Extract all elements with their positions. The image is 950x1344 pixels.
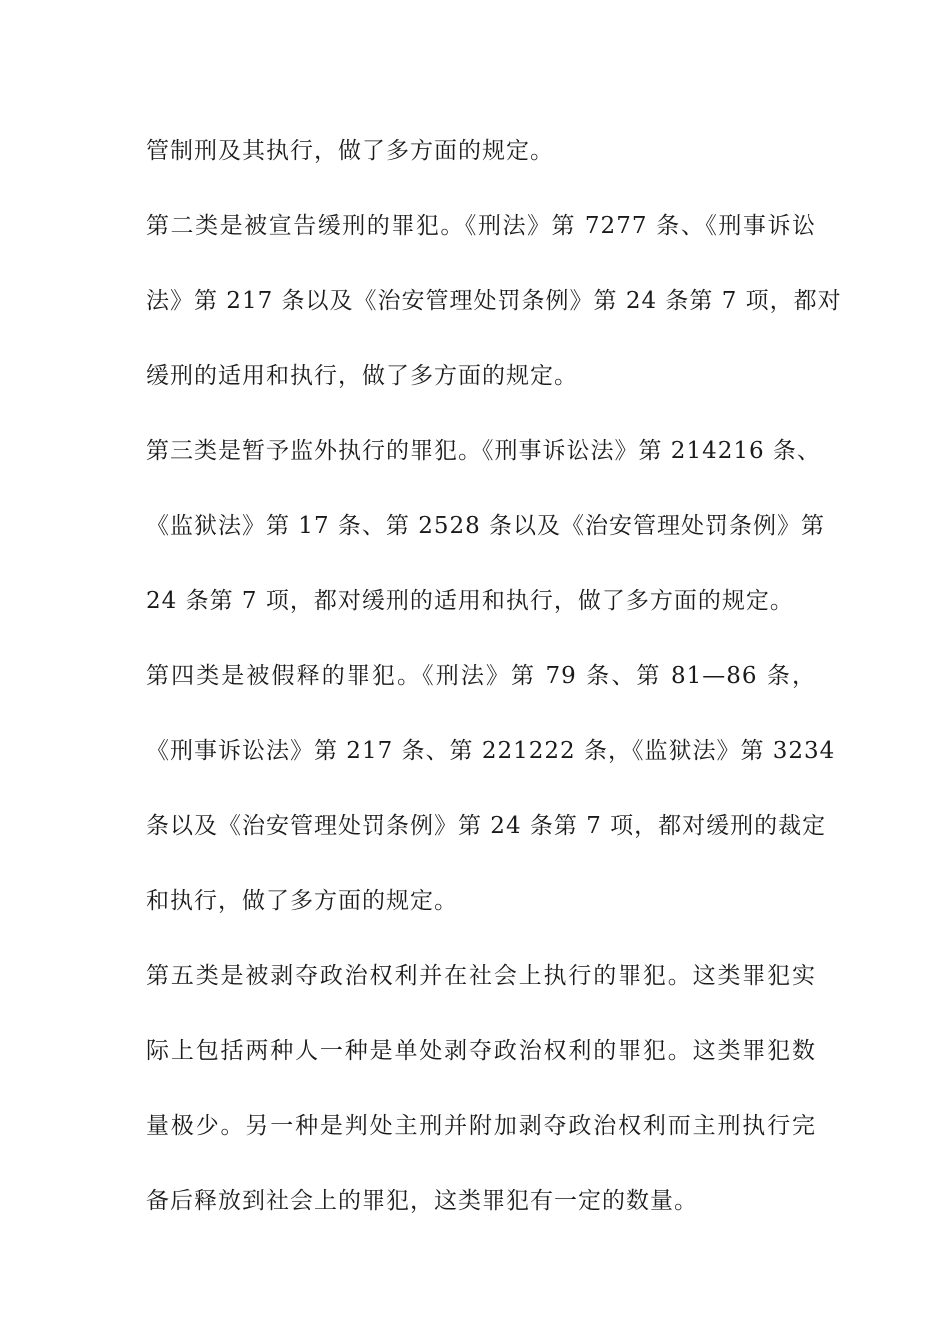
text-line: 第三类是暂予监外执行的罪犯。《刑事诉讼法》第 214216 条、 (146, 438, 821, 464)
text-line: 条以及《治安管理处罚条例》第 24 条第 7 项，都对缓刑的裁定 (146, 813, 827, 839)
text-line: 际上包括两种人一种是单处剥夺政治权利的罪犯。这类罪犯数 (146, 1038, 816, 1064)
text-line: 第四类是被假释的罪犯。《刑法》第 79 条、第 81—86 条， (146, 663, 816, 689)
text-line: 24 条第 7 项，都对缓刑的适用和执行，做了多方面的规定。 (146, 588, 794, 614)
text-line: 第二类是被宣告缓刑的罪犯。《刑法》第 7277 条、《刑事诉讼 (146, 213, 816, 239)
text-line: 第五类是被剥夺政治权利并在社会上执行的罪犯。这类罪犯实 (146, 963, 816, 989)
text-line: 和执行，做了多方面的规定。 (146, 888, 458, 914)
text-line: 备后释放到社会上的罪犯，这类罪犯有一定的数量。 (146, 1188, 698, 1214)
text-line: 管制刑及其执行，做了多方面的规定。 (146, 138, 554, 164)
text-line: 量极少。另一种是判处主刑并附加剥夺政治权利而主刑执行完 (146, 1113, 816, 1139)
text-line: 《刑事诉讼法》第 217 条、第 221222 条，《监狱法》第 3234 (146, 738, 836, 764)
document-body (146, 127, 842, 1252)
text-line: 法》第 217 条以及《治安管理处罚条例》第 24 条第 7 项，都对 (146, 288, 842, 314)
text-line: 《监狱法》第 17 条、第 2528 条以及《治安管理处罚条例》第 (146, 513, 826, 539)
text-line: 缓刑的适用和执行，做了多方面的规定。 (146, 363, 578, 389)
